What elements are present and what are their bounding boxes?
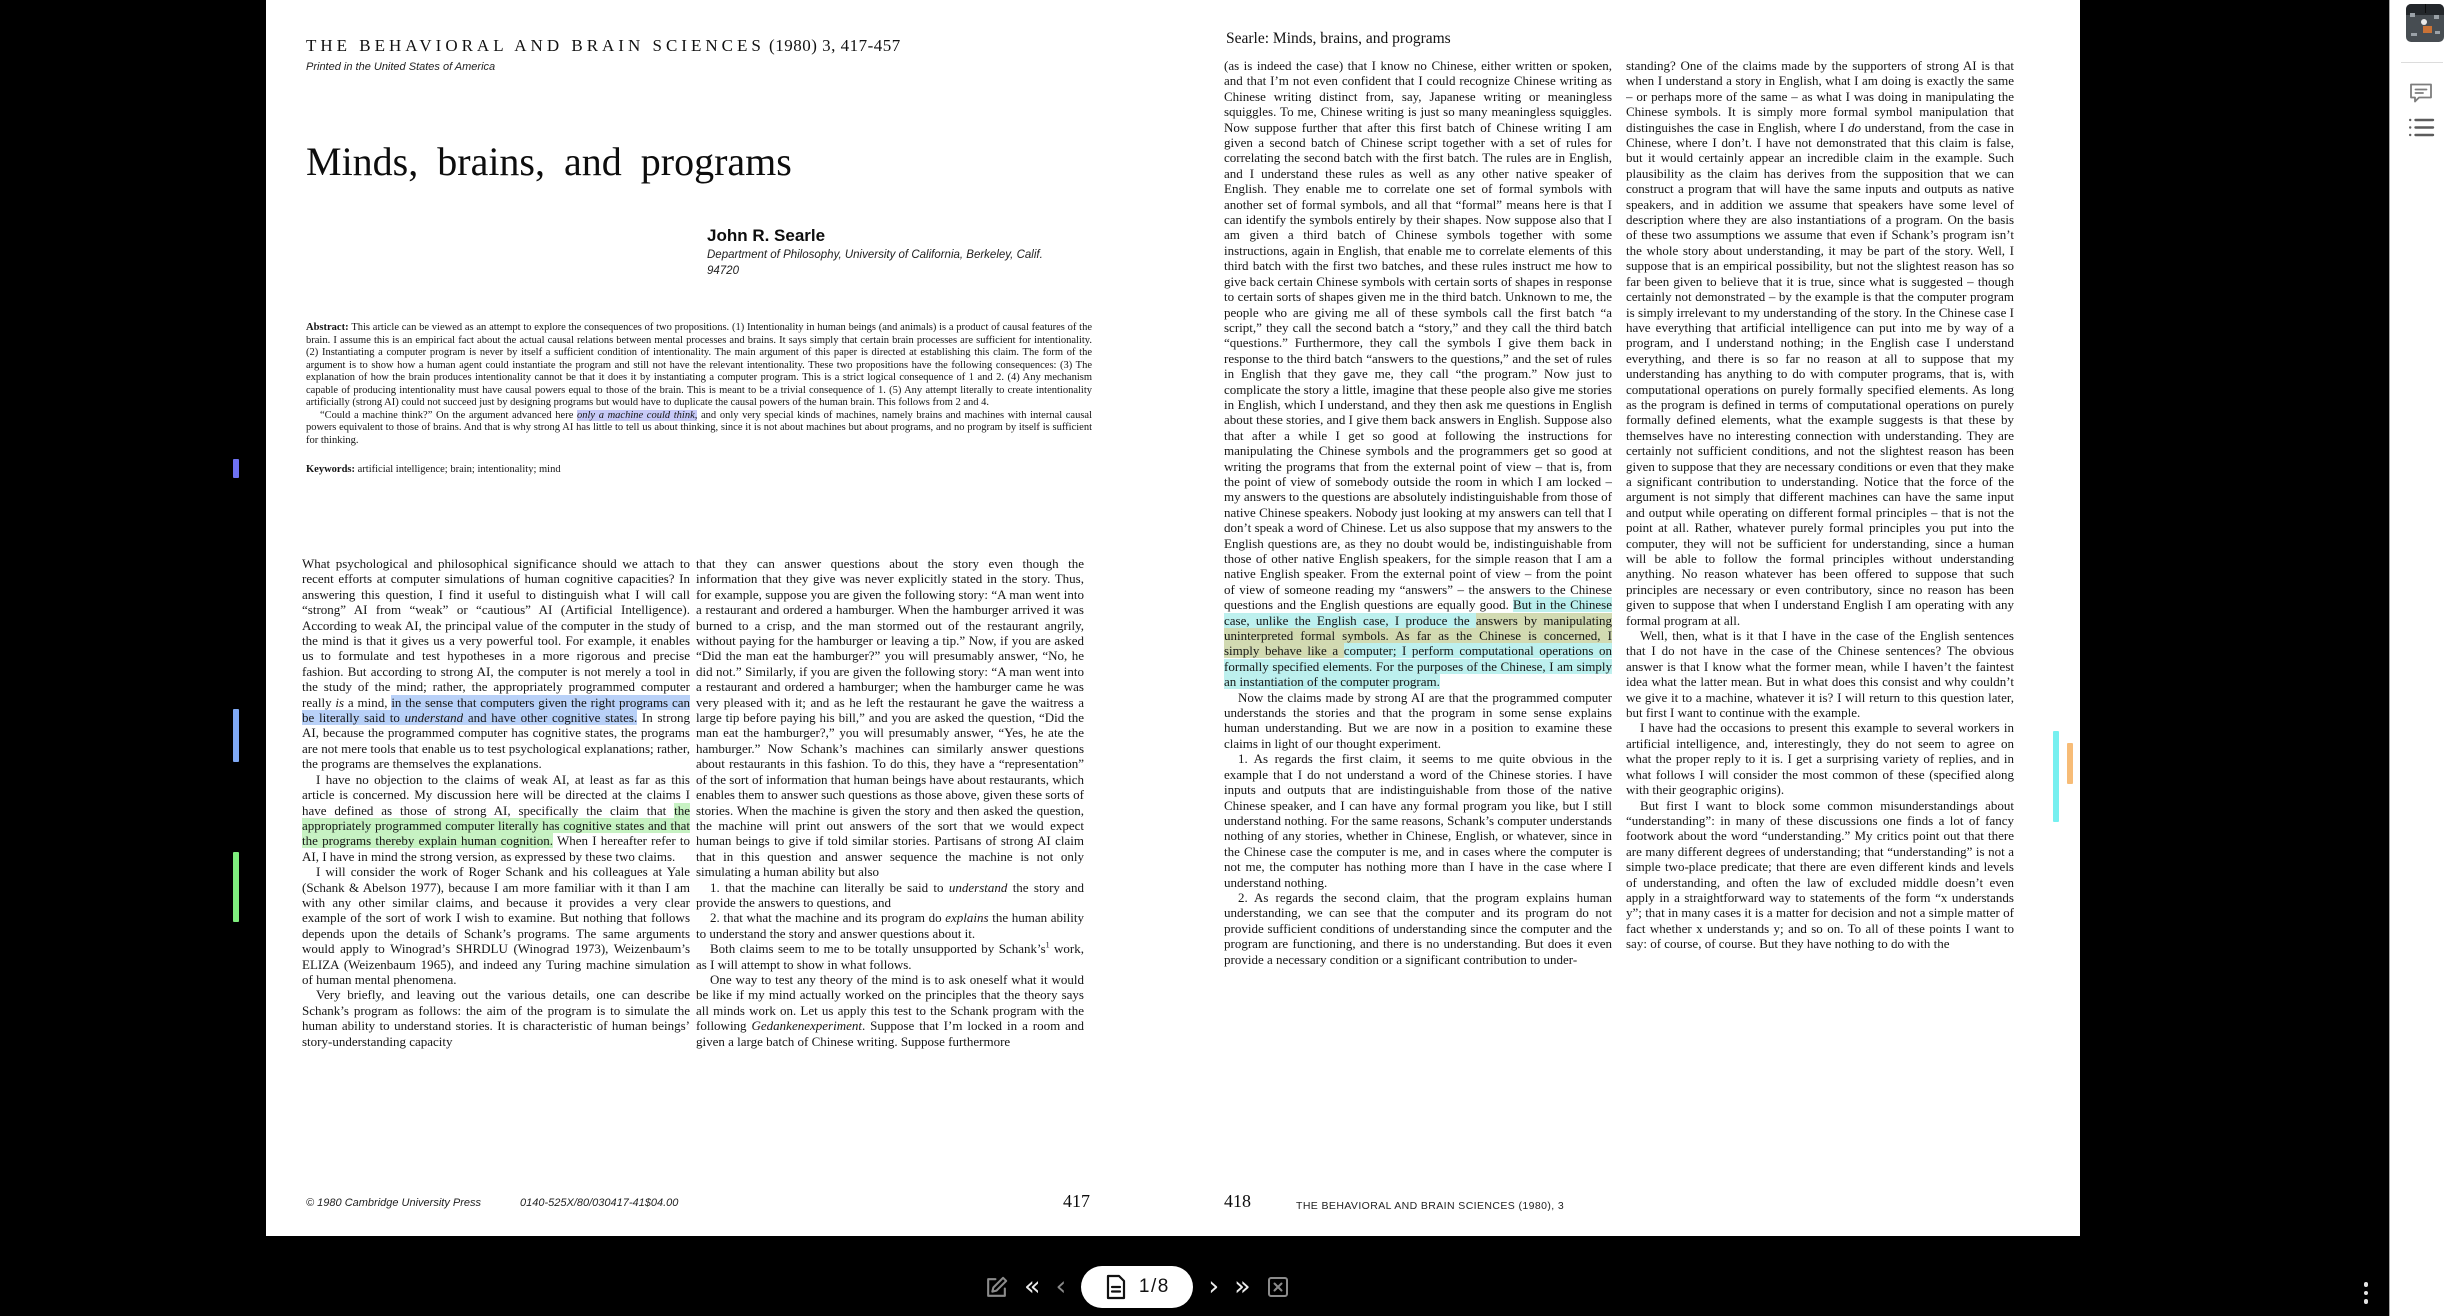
edit-annotation-icon	[984, 1275, 1009, 1300]
kebab-menu-icon[interactable]	[2356, 1275, 2376, 1311]
kebab-dot	[2364, 1291, 2369, 1296]
thumbnail-art	[2423, 26, 2432, 33]
paragraph	[696, 910, 1084, 941]
annotation-marker-cyan[interactable]	[2053, 731, 2059, 822]
text-segment: One way to test any theory of the mind is to ask oneself what it would be like if my mind actually worked on the principles that the theory says all minds work on. Let us apply this test to the Schank program with the following	[696, 971, 1084, 1034]
next-page-button[interactable]	[1208, 1270, 1219, 1304]
highlighted-text: only a machine could think,	[577, 409, 698, 421]
right-sidebar	[2389, 0, 2451, 1316]
highlighted-text: computer; I perform computational operations on formally specified elements. For the purposes of the Chinese, I am simply an instantiation of the computer program.	[1224, 643, 1612, 690]
document-icon	[1105, 1274, 1127, 1300]
text-segment: 1. that the machine can literally be said to	[710, 879, 949, 895]
list-icon[interactable]	[2405, 113, 2437, 141]
document-page-spread	[266, 0, 2080, 1236]
text-segment: Well, then, what is it that I have in the case of the English sentences that I do not have in the case of the Chinese sentences? The obvious answer is that I know what the former mean, while I haven’t the faintest idea what the latter mean. But in what does this consist and why couldn’t we give it to a machine, whatever it is? I will return to this question later, but first I want to continue with the example.	[1626, 628, 2014, 721]
paragraph	[1626, 798, 2014, 952]
text-segment: the human ability to understand the story and answer questions about it.	[696, 910, 1084, 941]
text-segment: that they can answer questions about the story even though the information that they give was never explicitly stated in the story. Thus, for example, suppose you are given the following story: “A man went into a restaurant and ordered a hamburger. When the hamburger arrived it was burned to a crisp, and the man stormed out of the restaurant angrily, without paying for the hamburger or leaving a tip.” Now, if you are asked “Did the man eat the hamburger?” you will presumably answer, “No, he did not.” Similarly, if you are given the following story: “A man went into a restaurant and ordered a hamburger; when the hamburger came he was very pleased with it; and as he left the restaurant he gave the waitress a large tip before paying his bill,” and you are asked the question, “Did the man eat the hamburger?,” you will presumably answer, “Yes, he ate the hamburger.” Now Schank’s machines can similarly answer questions about restaurants in this fashion. To do this, they have a “representation” of the sort of information that human beings have about restaurants, which enables them to answer such questions as those above, given these sorts of stories. When the machine is given the story and then asked the question, the machine will print out answers of the sort that we would expect human beings to give if told similar stories. Partisans of strong AI claim that in this question and answer sequence the machine is not only simulating a human ability but also	[696, 556, 1084, 880]
annotation-marker-green[interactable]	[233, 852, 239, 922]
paragraph	[1626, 58, 2014, 628]
text-segment: This article can be viewed as an attempt to explore the consequences of two propositions. (1) Intentionality in human beings (and animals) is a product of causal features of the brain. I assume this is an empirical fact about the actual causal relations between mental processes and brains. It says simply that certain brain processes are sufficient for intentionality. (2) Instantiating a computer program is never by itself a sufficient condition of intentionality. The main argument of this paper is directed at establishing this claim. The form of the argument is to show how a human agent could instantiate the program and still not have the relevant intentionality. These two propositions have the following consequences: (3) The explanation of how the brain produces intentionality cannot be that it does it by instantiating a computer program. This is a strict logical consequence of 1 and 2. (4) Any mechanism capable of producing intentionality must have causal powers equal to those of the brain. This is meant to be a trivial consequence of 1. (5) Any attempt literally to create intentionality artificially (strong AI) could not succeed just by designing programs but would have to duplicate the causal powers of the human brain. This follows from 2 and 4.	[306, 322, 1092, 409]
text-segment: “Could a machine think?” On the argument advanced here	[320, 409, 577, 421]
text-segment: a mind,	[344, 694, 392, 710]
article-title: Minds, brains, and programs	[306, 139, 792, 184]
text-segment: Keywords:	[306, 464, 358, 476]
highlighted-text: the appropriately programmed computer literally has cognitive states and that the programs thereby explain human cognition.	[302, 802, 690, 849]
previous-page-button[interactable]	[1056, 1270, 1067, 1304]
text-segment: (as is indeed the case) that I know no Chinese, either written or spoken, and that I’m not even confident that I could recognize Chinese writing as Chinese writing distinct from, say, Japanese writing or meaningless squiggles. To me, Chinese writing is just so many meaningless squiggles. Now suppose further that after this first batch of Chinese writing I am given a second batch of Chinese script together with a set of rules for correlating the second batch with the first batch. The rules are in English, and I understand these rules as well as any other native speaker of English. They enable me to correlate one set of formal symbols with another set of formal symbols, and all that “formal” means here is that I can identify the symbols entirely by their shapes. Now suppose also that I am given a third batch of Chinese symbols together with some instructions, again in English, that enable me to correlate elements of this third batch with the first two batches, and these rules instruct me how to give back certain Chinese symbols with certain sorts of shapes in response to certain sorts of shapes given me in the third batch. Unknown to me, the people who are giving me all of these symbols call the first batch “a script,” they call the second batch a “story,” and they call the third batch “questions.” Furthermore, they call the symbols I give them back in response to the third batch “answers to the questions,” and the set of rules in English that they gave me, they call “the program.” Now just to complicate the story a little, imagine that these people also give me stories in English, which I understand, and they then ask me questions in English about these stories, and I give them back answers in English. Suppose also that after a while I get so good at following the instructions for manipulating the Chinese symbols and the programmers get so good at writing the programs that from the external point of view – that is, from the point of view of somebody outside the room in which I am locked – my answers to the questions are absolutely indistinguishable from those of native Chinese speakers. Nobody just looking at my answers can tell that I don’t speak a word of Chinese. Let us also suppose that my answers to the English questions are, as they no doubt would be, indistinguishable from those of other native English speakers, for the simple reason that I am a native English speaker. From the external point of view – from the point of view of someone reading my “answers” – the answers to the Chinese questions and the English questions are equally good.	[1224, 58, 1612, 613]
text-segment: is	[335, 694, 345, 710]
paragraph	[1626, 720, 2014, 797]
printed-in-line: Printed in the United States of America	[306, 61, 496, 73]
text-segment: But first I want to block some common misunderstandings about “understanding”: in many of these discussions one finds a lot of fancy footwork about the word “understanding.” My critics point out that there are many different degrees of understanding; that “understanding” is not a simple two-place predicate; that there are even different kinds and levels of understanding, and often the law of excluded middle doesn’t even apply in a straightforward way to statements of the form “x understands y”; that in many cases it is a matter for decision and not a simple matter of fact whether x understands y; and so on. To all of these points I want to say: of course, of course. But they have nothing to do with the	[1626, 797, 2014, 952]
author-affiliation: Department of Philosophy, University of California, Berkeley, Calif.	[707, 249, 1043, 261]
comment-icon-glyph	[2409, 81, 2433, 104]
pager-toolbar	[984, 1263, 1290, 1311]
page-indicator-pill[interactable]	[1081, 1266, 1193, 1308]
list-icon-glyph	[2408, 117, 2435, 138]
thumbnail-art	[2411, 33, 2417, 36]
text-segment: When I hereafter refer to AI, I have in mind the strong version, as expressed by these two claims.	[302, 833, 690, 864]
journal-title: THE BEHAVIORAL AND BRAIN SCIENCES	[306, 36, 765, 55]
thumbnail-art	[2434, 15, 2439, 19]
highlighted-text: understand	[404, 710, 464, 726]
close-viewer-button[interactable]	[1266, 1270, 1290, 1304]
text-segment: 2. As regards the second claim, that the program explains human understanding, we can see that the computer and its program do not provide sufficient conditions of understanding since the computer and the program are functioning, and there is no understanding. But does it even provide a necessary condition or a significant contribution to under-	[1224, 889, 1612, 967]
text-segment: I will consider the work of Roger Schank and his colleagues at Yale (Schank & Abelson 1977), because I am more familiar with it than I am with any other similar claims, and because it provides a very clear example of the sort of work I wish to examine. But nothing that follows depends upon the details of Schank’s programs. The same arguments would apply to Winograd’s SHRDLU (Winograd 1973), Weizenbaum’s ELIZA (Weizenbaum 1965), and indeed any Turing machine simulation of human mental phenomena.	[302, 864, 690, 987]
annotation-marker-blue[interactable]	[233, 709, 239, 762]
thumbnail-art	[2410, 13, 2415, 17]
page-number-417: 417	[1063, 1191, 1090, 1211]
text-segment: What psychological and philosophical significance should we attach to recent efforts at computer simulations of human cognitive capacities? In answering this question, I find it useful to distinguish what I will call “strong” AI from “weak” or “cautious” AI (Artificial Intelligence). According to weak AI, the principal value of the computer in the study of the mind is that it gives us a very powerful tool. For example, it enables us to formulate and test hypotheses in a more rigorous and precise fashion. But according to strong AI, the computer is not merely a tool in the study of the mind; rather, the appropriately programmed computer really	[302, 556, 690, 710]
paragraph	[696, 972, 1084, 1049]
text-segment: In strong AI, because the programmed computer has cognitive states, the programs are not mere tools that enable us to test psychological explanations; rather, the programs are themselves the explanations.	[302, 710, 690, 772]
paragraph	[302, 987, 690, 1049]
paragraph	[1224, 58, 1612, 690]
text-segment: the story and provide the answers to questions, and	[696, 879, 1084, 910]
text-segment: Abstract:	[306, 322, 352, 333]
copyright-line: © 1980 Cambridge University Press	[306, 1197, 482, 1209]
kebab-dot	[2364, 1299, 2369, 1304]
text-segment: do	[1848, 119, 1861, 135]
paragraph	[696, 880, 1084, 911]
paragraph	[302, 556, 690, 772]
paragraph	[1224, 890, 1612, 967]
text-segment: 2. that what the machine and its program do	[710, 910, 946, 926]
double-chevron-left-icon: «	[1024, 1271, 1041, 1302]
double-chevron-right-icon: »	[1234, 1271, 1251, 1302]
text-segment: Now the claims made by strong AI are that the programmed computer understands the stories and that the program in some sense explains human understanding. But we are now in a position to examine these claims in light of our thought experiment.	[1224, 689, 1612, 751]
highlighted-text: in the sense that computers given the right programs can be literally said to	[302, 694, 690, 726]
paragraph	[306, 410, 1092, 448]
text-segment: artificial intelligence; brain; intentionality; mind	[357, 464, 561, 476]
chevron-right-icon: ›	[1208, 1271, 1220, 1302]
comment-icon[interactable]	[2405, 78, 2437, 106]
annotation-marker-indigo[interactable]	[233, 459, 239, 478]
paragraph	[696, 556, 1084, 880]
paragraph	[1224, 751, 1612, 890]
text-segment: I have had the occasions to present this example to several workers in artificial intelligence, and, interestingly, they do not seem to agree on what the proper reply to it is. I get a surprising variety of replies, and in what follows I will consider the most common of these (specified along with their geographic origins).	[1626, 720, 2014, 798]
thumbnail-art	[2421, 19, 2427, 25]
text-segment: standing? One of the claims made by the supporters of strong AI is that when I understand a story in English, what I am doing is exactly the same – or perhaps more of the same – as what I was doing in manipulating the Chinese symbols. It is simply more formal symbol manipulation that distinguishes the case in English, where I	[1626, 58, 2014, 135]
left-page-column-2	[696, 556, 1084, 1162]
left-page-column-1	[302, 556, 690, 1162]
paragraph	[696, 941, 1084, 972]
annotation-marker-orange[interactable]	[2067, 743, 2073, 784]
abstract-block	[306, 322, 1092, 477]
paragraph	[306, 322, 1092, 410]
author-name: John R. Searle	[707, 226, 826, 245]
kebab-dot	[2364, 1282, 2369, 1287]
highlighted-text: and have other cognitive states.	[463, 710, 638, 726]
text-segment: Very briefly, and leaving out the various details, one can describe Schank’s program as follows: the aim of the program is to simulate the human ability to understand stories. It is characteristic of human beings’ story-understanding capacity	[302, 987, 690, 1049]
journal-issue: (1980) 3, 417-457	[769, 36, 901, 55]
text-segment: and only very special kinds of machines, namely brains and machines with internal causal powers equivalent to those of brains. And that is why strong AI has little to tell us about thinking, since it is not about machines but about programs, and no program by itself is sufficient for thinking.	[306, 409, 1093, 446]
paragraph	[1626, 628, 2014, 720]
text-segment: understand	[948, 879, 1008, 895]
chevron-left-icon: ‹	[1055, 1271, 1067, 1302]
right-page-column-2	[1626, 58, 2014, 1172]
thumbnail-art	[2435, 31, 2440, 34]
running-head: Searle: Minds, brains, and programs	[1226, 30, 1451, 47]
text-segment: 1. As regards the first claim, it seems to me quite obvious in the example that I do not understand a word of the Chinese stories. I have inputs and outputs that are indistinguishable from those of the native Chinese speaker, and I can have any formal program you like, but I still understand nothing. For the same reasons, Schank’s computer understands nothing of any stories, whether in Chinese, English, or whatever, since in the Chinese case the computer is me, and in cases where the computer is not me, the computer has nothing more than I have in the case where I understand nothing.	[1224, 751, 1612, 890]
comic-thumbnail[interactable]	[2406, 4, 2444, 42]
sidebar-divider	[2401, 62, 2443, 63]
text-segment: explains	[945, 910, 989, 926]
thumbnail-art	[2425, 4, 2426, 13]
page-indicator: 1/8	[1138, 1276, 1170, 1297]
author-affiliation-zip: 94720	[707, 265, 739, 277]
text-segment: work, as I will attempt to show in what follows.	[696, 941, 1084, 972]
close-box-icon	[1266, 1275, 1290, 1299]
paragraph	[306, 464, 1092, 477]
highlighted-text: answers by manipulating uninterpreted formal symbols. As far as the Chinese is concerned, I simply behave like a	[1224, 612, 1612, 659]
text-segment: . Suppose that I’m locked in a room and given a large batch of Chinese writing. Suppose furthermore	[696, 1018, 1084, 1049]
paragraph	[302, 772, 690, 864]
text-segment: Both claims seem to me to be totally unsupported by Schank’s	[710, 941, 1046, 957]
text-segment: I have no objection to the claims of weak AI, at least as far as this article is concerned. My discussion here will be directed at the claims I have defined as those of strong AI, specifically the claim that	[302, 771, 690, 818]
last-page-button[interactable]	[1234, 1270, 1251, 1304]
text-segment: Gedankenexperiment	[751, 1018, 862, 1034]
text-segment: understand, from the case in Chinese, where I don’t. I have not demonstrated that this claim is false, but it would certainly appear an incredible claim in the example. Such plausibility as the claim has derives from the supposition that we can construct a program that will have the same inputs and outputs as native speakers, and in addition we assume that speakers have some level of description where they are also instantiations of a program. On the basis of these two assumptions we assume that even if Schank’s program isn’t the whole story about understanding, it may be part of the story. Well, I suppose that is an empirical possibility, but not the slightest reason has so far been given to believe that it is true, since what is suggested – though certainly not demonstrated – by the example is that the computer program is simply irrelevant to my understanding of the story. In the Chinese case I have everything that artificial intelligence can put into me by way of a program, and I understand nothing; in the English case I understand everything, and there is so far no reason at all to suppose that my understanding has anything to do with computer programs, that is, with computational operations on purely formally specified elements. As long as the program is defined in terms of computational operations on purely formally defined elements, what the example suggests is that these by themselves have no interesting connection with understanding. They are certainly not sufficient conditions, and not the slightest reason has been given to suppose that they are necessary conditions or even that they make a significant contribution to understanding. Notice that the force of the argument is not simply that different machines can have the same input and output while operating on different formal principles – that is not the point at all. Rather, whatever purely formal principles you put into the computer, they will not be sufficient for understanding, since a human will be able to follow the formal principles without understanding anything. No reason whatever has been offered to suppose that such principles are necessary or even contributory, since no reason has been given to suppose that when I understand English I am operating with any formal program at all.	[1626, 119, 2014, 628]
text-segment: 1	[1045, 940, 1050, 950]
page-number-418: 418	[1224, 1191, 1251, 1211]
edit-annotation-button[interactable]	[984, 1270, 1009, 1304]
paragraph	[302, 864, 690, 987]
paragraph	[1224, 690, 1612, 752]
first-page-button[interactable]	[1024, 1270, 1041, 1304]
issn-code: 0140-525X/80/030417-41$04.00	[520, 1197, 679, 1209]
highlighted-text: But in the Chinese case, unlike the English case, I produce the	[1224, 597, 1612, 628]
right-page-column-1	[1224, 58, 1612, 1172]
journal-footer-line: THE BEHAVIORAL AND BRAIN SCIENCES (1980), 3	[1296, 1200, 1565, 1212]
journal-header	[306, 36, 901, 56]
